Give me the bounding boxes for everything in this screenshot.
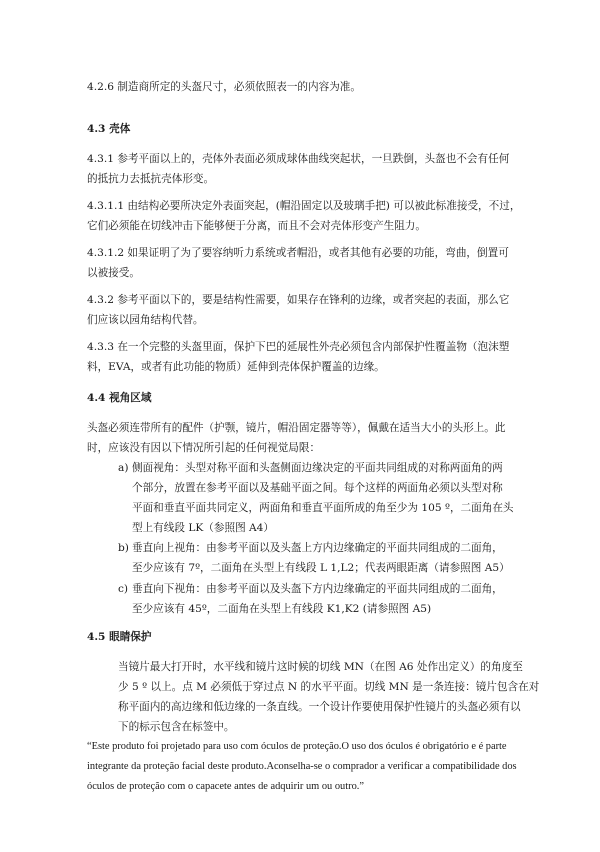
- clause-4-5: [118, 657, 540, 737]
- list-marker: c): [118, 583, 129, 595]
- section-heading-4-4: 4.4 视角区域: [87, 392, 152, 404]
- text-line: 以被接受。: [87, 267, 140, 279]
- text-line: 头盔必须连带所有的配件（护颚，镜片，帽沿固定器等等），佩戴在适当大小的头形上。此: [87, 422, 506, 434]
- text-line: 的抵抗力去抵抗壳体形变。: [87, 173, 215, 185]
- section-heading-4-5: 4.5 眼睛保护: [87, 631, 152, 643]
- text-line: 至少应该有 45º，二面角在头型上有线段 K1,K2 (请参照图 A5): [132, 603, 432, 615]
- text-line: 侧面视角：头型对称平面和头盔侧面边缘决定的平面共同组成的对称两面角的两: [132, 462, 503, 474]
- label-quote-portuguese: [87, 737, 517, 797]
- text-line: 少 5 º 以上。点 M 必须低于穿过点 N 的水平平面。切线 MN 是一条连接：镜片包含在对: [118, 681, 540, 693]
- text-line: 们应该以园角结构代替。: [87, 314, 204, 326]
- list-item: [118, 538, 518, 578]
- text-line: 垂直向上视角：由参考平面以及头盔上方内边缘确定的平面共同组成的二面角，: [132, 542, 503, 554]
- clause-4-3-2: [87, 290, 517, 330]
- text-line: 个部分，放置在参考平面以及基础平面之间。每个这样的两面角必须以头型对称: [132, 482, 503, 494]
- text-line: 它们必须能在切线冲击下能够便于分离，而且不会对壳体形变产生阻力。: [87, 220, 426, 232]
- text-line: 4.3.2 参考平面以下的，要是结构性需要，如果存在锋利的边缘，或者突起的表面，那么它: [87, 294, 510, 306]
- text-line: integrante da proteção facial deste produto.Aconselha-se o comprador a verificar a compatibilidade dos: [87, 761, 517, 772]
- clause-4-4-intro: [87, 418, 517, 458]
- text-line: 4.2.6 制造商所定的头盔尺寸，必须依照表一的内容为准。: [87, 81, 361, 93]
- text-line: “Este produto foi projetado para uso com óculos de proteção.O uso dos óculos é obrigatório e é parte: [87, 741, 507, 752]
- text-line: 4.3.1.1 由结构必要所决定外表面突起，(帽沿固定以及玻璃手把) 可以被此标准接受，不过，: [87, 200, 521, 212]
- text-line: 至少应该有 7º，二面角在头型上有线段 L 1,L2；代表两眼距离（请参照图 A5）: [132, 562, 510, 574]
- text-line: 4.3.3 在一个完整的头盔里面，保护下巴的延展性外壳必须包含内部保护性覆盖物（泡沫塑: [87, 341, 510, 353]
- list-item: [118, 579, 518, 619]
- clause-4-2-6: [87, 77, 517, 97]
- text-line: 当镜片最大打开时，水平线和镜片这时候的切线 MN（在图 A6 处作出定义）的角度至: [118, 661, 523, 673]
- list-item: [118, 458, 518, 538]
- section-heading-4-3: 4.3 壳体: [87, 123, 131, 135]
- text-line: 平面和垂直平面共同定义，两面角和垂直平面所成的角至少为 105 º，二面角在头: [132, 502, 514, 514]
- list-marker: a): [118, 462, 129, 474]
- text-line: 型上有线段 LK（参照图 A4）: [132, 522, 275, 534]
- clause-4-3-1: [87, 149, 517, 189]
- clause-4-3-1-1: [87, 196, 521, 236]
- text-line: 4.3.1.2 如果证明了为了要容纳听力系统或者帽沿，或者其他有必要的功能，弯曲，倒置可: [87, 247, 509, 259]
- text-line: 下的标示包含在标签中。: [118, 721, 235, 733]
- clause-4-3-3: [87, 337, 517, 377]
- text-line: 时，应该没有因以下情况所引起的任何视觉局限：: [87, 442, 321, 454]
- text-line: óculos de proteção com o capacete antes de adquirir um ou outro.”: [87, 781, 364, 792]
- text-line: 垂直向下视角：由参考平面以及头盔下方内边缘确定的平面共同组成的二面角，: [132, 583, 503, 595]
- clause-4-3-1-2: [87, 243, 517, 283]
- text-line: 称平面内的高边缘和低边缘的一条直线。一个设计作要使用保护性镜片的头盔必须有以: [118, 701, 521, 713]
- text-line: 料，EVA，或者有此功能的物质）延伸到壳体保护覆盖的边缘。: [87, 361, 385, 373]
- text-line: 4.3.1 参考平面以上的，壳体外表面必须成球体曲线突起状，一旦跌倒，头盔也不会有任何: [87, 153, 510, 165]
- list-marker: b): [118, 542, 129, 554]
